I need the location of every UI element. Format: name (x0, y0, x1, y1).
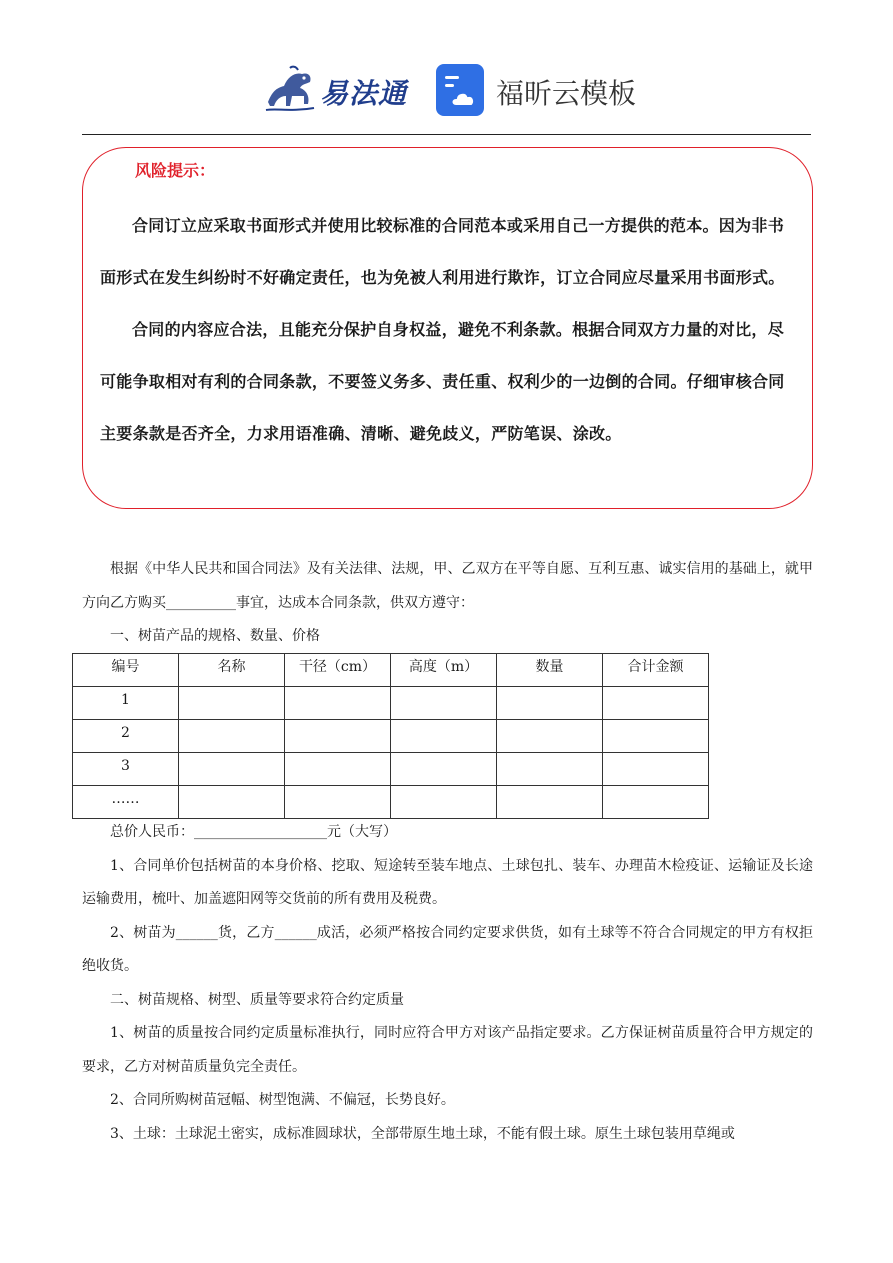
table-cell: 2 (73, 720, 179, 753)
risk-paragraph: 合同订立应采取书面形式并使用比较标准的合同范本或采用自己一方提供的范本。因为非书面形式在发生纠纷时不好确定责任，也为免被人利用进行欺诈，订立合同应尽量采用书面形式。 (100, 216, 785, 287)
table-header-cell: 名称 (179, 654, 285, 687)
clause-paragraph: 2、合同所购树苗冠幅、树型饱满、不偏冠，长势良好。 (110, 1092, 455, 1108)
table-row (73, 786, 709, 819)
risk-paragraph: 合同的内容应合法，且能充分保护自身权益，避免不利条款。根据合同双方力量的对比，尽可能争取相对有利的合同条款，不要签义务多、责任重、权利少的一边倒的合同。仔细审核合同主要条款是否齐全，力求用语准确、清晰、避免歧义，严防笔误、涂改。 (100, 320, 785, 443)
section-heading: 二、树苗规格、树型、质量等要求符合约定质量 (110, 991, 404, 1008)
section-heading: 一、树苗产品的规格、数量、价格 (110, 628, 320, 644)
table-cell: 3 (73, 753, 179, 786)
qilin-icon (262, 62, 320, 116)
table-cell (179, 786, 285, 819)
table-cell (285, 687, 391, 720)
table-row (73, 687, 709, 720)
risk-notice-body (100, 200, 800, 460)
clause-paragraph: 3、土球：土球泥土密实，成标准圆球状，全部带原生地土球，不能有假土球。原生土球包装用草绳或 (110, 1125, 735, 1142)
total-price-line: 总价人民币：___________________元（大写） (110, 824, 397, 840)
table-cell (391, 687, 497, 720)
table-cell (497, 786, 603, 819)
table-cell (285, 786, 391, 819)
table-header-cell: 编号 (73, 654, 179, 687)
table-cell (391, 753, 497, 786)
header-divider (82, 134, 811, 135)
table-row (73, 753, 709, 786)
yifatong-logo (262, 62, 412, 116)
table-cell (179, 687, 285, 720)
table-cell (497, 753, 603, 786)
seedling-spec-table (72, 653, 709, 819)
table-cell (603, 786, 709, 819)
table-cell (285, 753, 391, 786)
table-cell (179, 720, 285, 753)
table-cell (603, 753, 709, 786)
contract-intro (82, 553, 813, 654)
table-cell (497, 687, 603, 720)
table-header-cell: 数量 (497, 654, 603, 687)
table-header-cell: 合计金额 (603, 654, 709, 687)
contract-intro-paragraph: 根据《中华人民共和国合同法》及有关法律、法规，甲、乙双方在平等自愿、互利互惠、诚实信用的基础上，就甲方向乙方购买__________事宜，达成本合同条款，供双方遵守： (82, 561, 813, 611)
table-cell (603, 720, 709, 753)
yifatong-logo-text: 易法通 (320, 77, 408, 110)
table-header-cell: 高度（m） (391, 654, 497, 687)
table-cell (285, 720, 391, 753)
risk-notice-title: 风险提示： (135, 161, 216, 180)
clause-paragraph: 1、树苗的质量按合同约定质量标准执行，同时应符合甲方对该产品指定要求。乙方保证树苗质量符合甲方规定的要求，乙方对树苗质量负完全责任。 (82, 1025, 813, 1075)
contract-clauses (82, 816, 813, 1151)
table-row (73, 720, 709, 753)
table-cell (391, 720, 497, 753)
risk-notice-box (82, 147, 813, 509)
page-header (0, 58, 893, 124)
clause-paragraph: 1、合同单价包括树苗的本身价格、挖取、短途转至装车地点、土球包扎、装车、办理苗木检疫证、运输证及长途运输费用，梳叶、加盖遮阳网等交货前的所有费用及税费。 (82, 857, 813, 907)
table-cell (391, 786, 497, 819)
table-cell (497, 720, 603, 753)
table-cell (603, 687, 709, 720)
fuxin-template-logo-text: 福昕云模板 (496, 77, 637, 110)
table-header-row (73, 654, 709, 687)
table-header-cell: 干径（cm） (285, 654, 391, 687)
table-cell: 1 (73, 687, 179, 720)
table-cell: …… (73, 786, 179, 819)
table-cell (179, 753, 285, 786)
cloud-document-icon (436, 64, 484, 116)
clause-paragraph: 2、树苗为______货，乙方______成活，必须严格按合同约定要求供货，如有土球等不符合合同规定的甲方有权拒绝收货。 (82, 924, 813, 974)
